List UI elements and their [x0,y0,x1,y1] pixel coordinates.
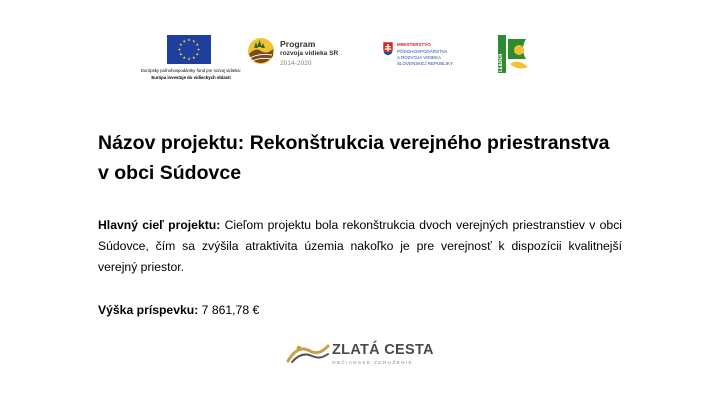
slovak-crest-icon [382,41,394,56]
logo-bar [0,32,720,82]
program-logo [247,36,387,70]
program-years: 2014-2020 [280,60,312,67]
zlata-cesta-name: ZLATÁ CESTA [332,342,434,358]
project-amount [98,303,259,317]
leader-logo [496,34,532,74]
project-amount-value: 7 861,78 € [201,303,260,317]
project-goal [98,215,622,278]
zlata-cesta-subtitle: OBČIANSKE ZDRUŽENIE [332,360,413,365]
eu-flag-icon [167,35,211,64]
project-goal-label: Hlavný cieľ projektu: [98,218,221,232]
ministry-logo [382,40,477,74]
project-goal-text: Cieľom projektu bola rekonštrukcia dvoch verejných priestranstiev v obci Súdovce, čím sa zvýšila atraktivita územia nakoľko je pre verejnosť k dispozícii kvalitnejší verejný priestor. [98,218,623,274]
ministry-line2: PÔDOHOSPODÁRSTVA [397,49,448,54]
eu-caption-line1: Európsky poľnohospodársky fond pre rozvoj vidieka: [141,68,241,73]
zlata-cesta-logo [286,336,436,370]
golden-road-icon [286,340,330,364]
ministry-line4: SLOVENSKEJ REPUBLIKY [397,61,454,66]
ministry-line1: MINISTERSTVO [397,42,431,47]
project-title-value: Rekonštrukcia verejného priestranstva v obci Súdovce [98,132,610,184]
eu-caption-line2: Európa investuje do vidieckych oblastí [151,75,231,80]
program-line2: rozvoja vidieka SR [280,50,339,57]
project-amount-label: Výška príspevku: [98,303,199,317]
program-line1: Program [280,39,316,49]
rural-emblem-icon [247,36,275,66]
leader-logo-text: LEADER [498,53,503,72]
project-title-label: Názov projektu: [98,132,245,154]
ministry-line3: A ROZVOJA VIDIEKA [397,55,442,60]
project-title [98,128,618,188]
